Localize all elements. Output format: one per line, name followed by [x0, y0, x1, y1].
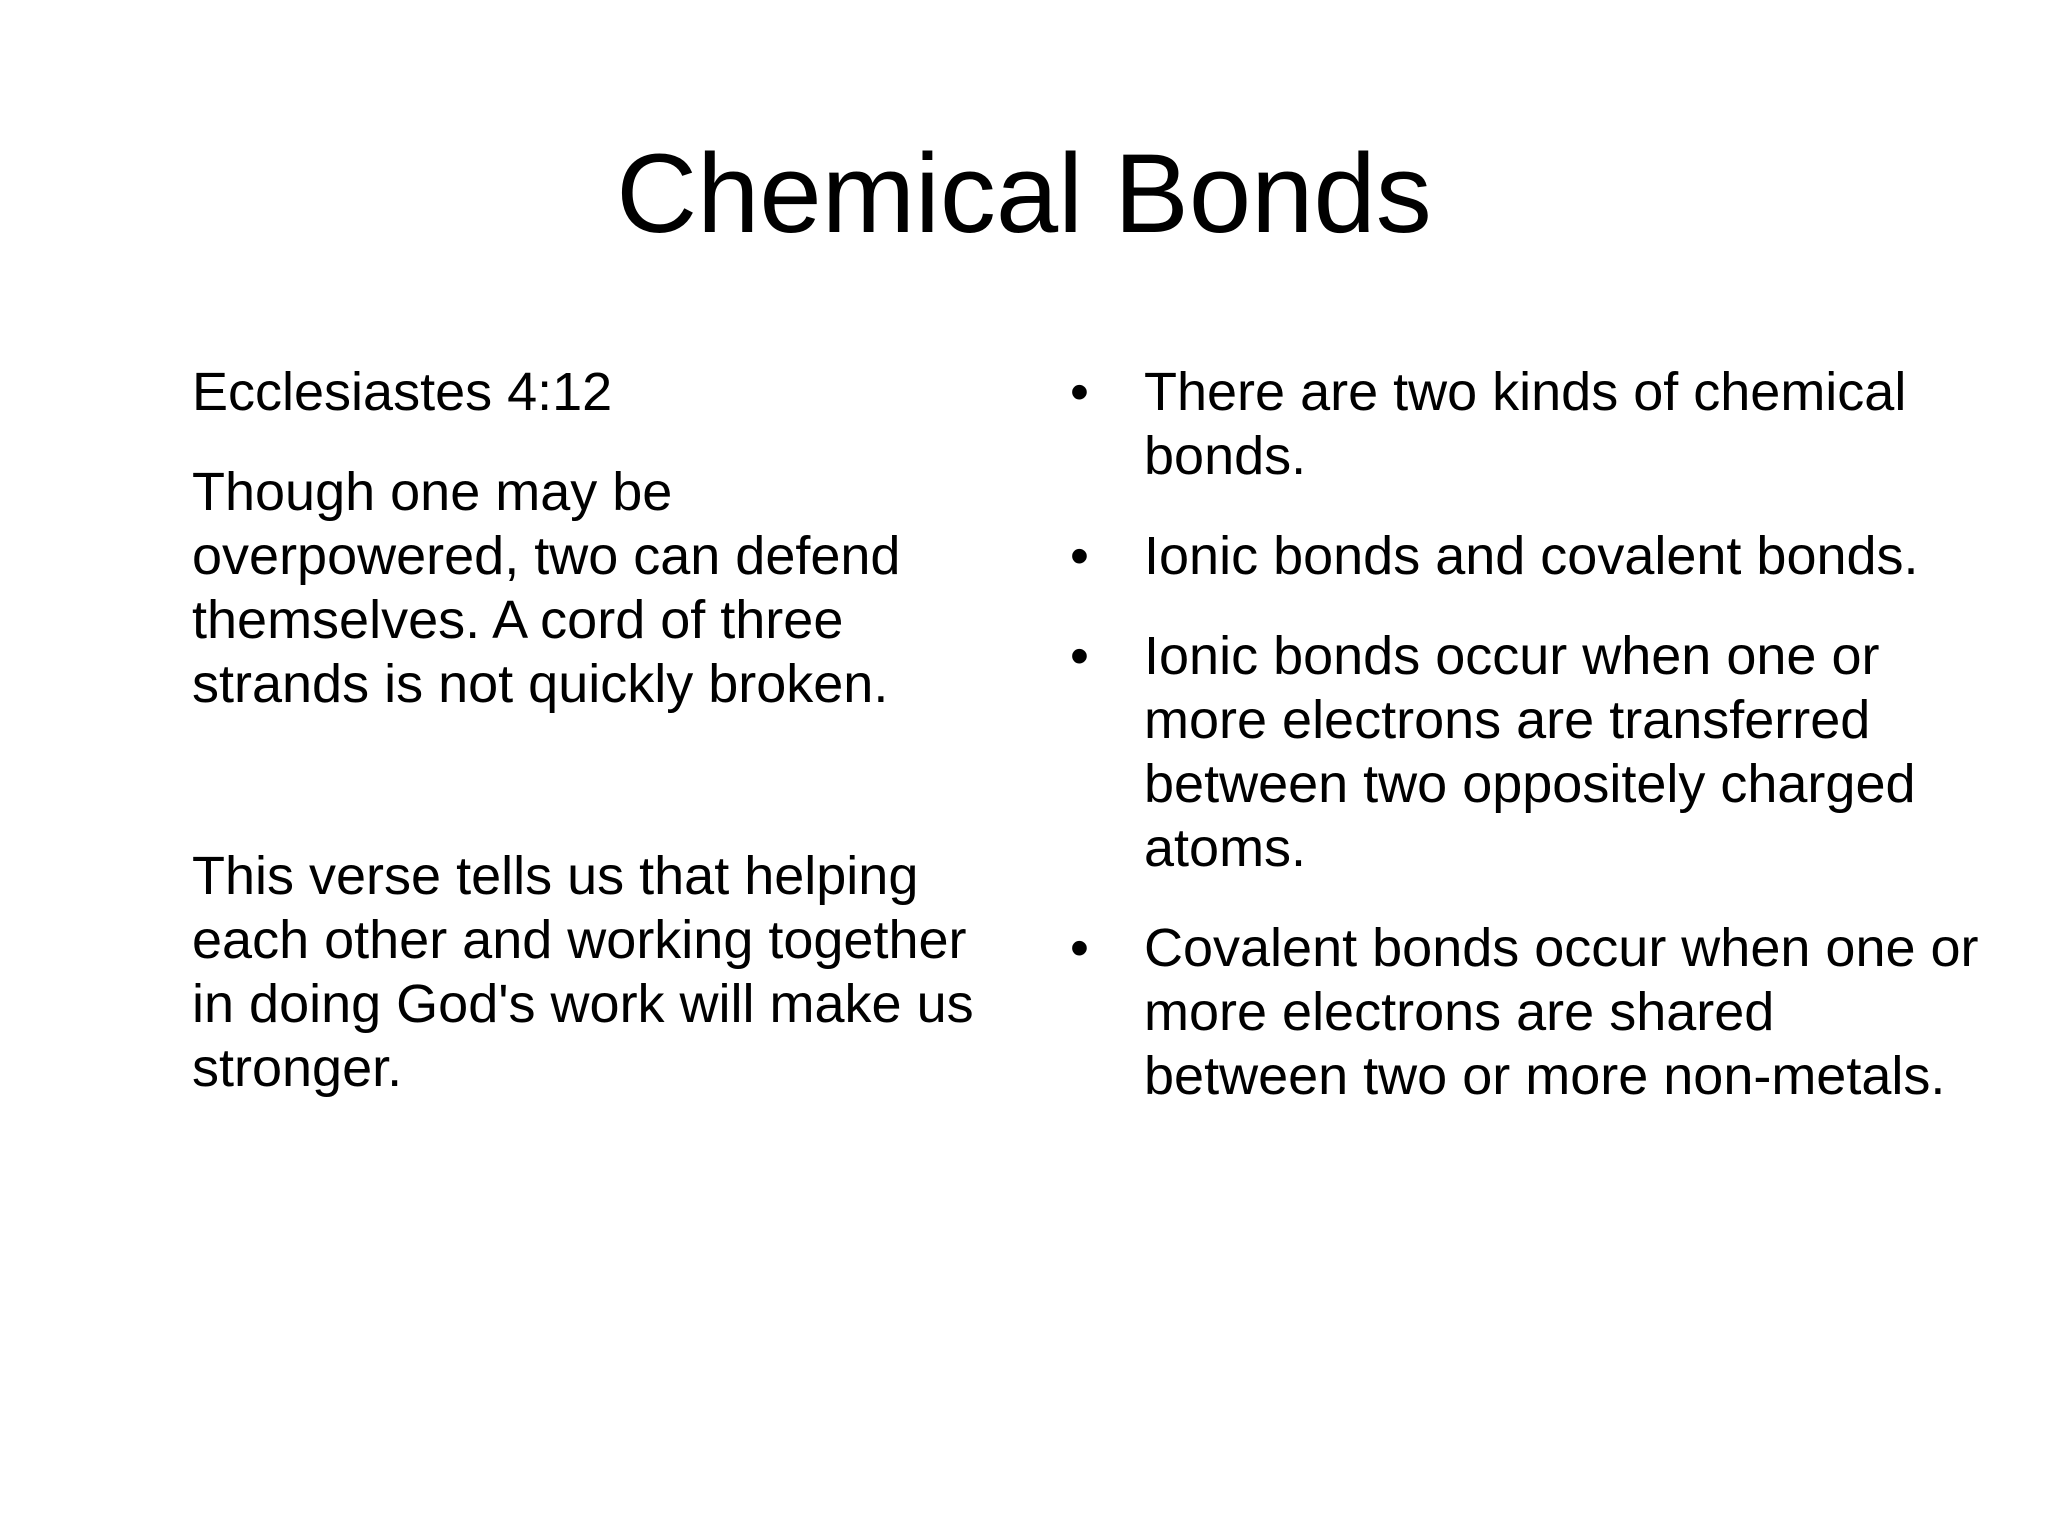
bullet-text: Ionic bonds occur when one or more electrons are transferred between two oppositely charged atoms.	[1144, 626, 1916, 878]
verse-lesson: This verse tells us that helping each other and working together in doing God's work will make us stronger.	[192, 846, 974, 1098]
bullet-item	[1070, 360, 1990, 488]
bullet-icon: •	[1070, 362, 1089, 422]
bullet-list	[1070, 360, 1990, 1108]
bullet-text: Ionic bonds and covalent bonds.	[1144, 526, 1919, 586]
bullet-item	[1070, 624, 1990, 880]
bullet-text: There are two kinds of chemical bonds.	[1144, 362, 1907, 486]
scripture-verse: Though one may be overpowered, two can defend themselves. A cord of three strands is not quickly broken.	[192, 462, 901, 714]
scripture-reference: Ecclesiastes 4:12	[192, 362, 613, 422]
bullet-icon: •	[1070, 526, 1089, 586]
slide-title: Chemical Bonds	[616, 131, 1432, 256]
bullet-item	[1070, 916, 1990, 1108]
bullet-icon: •	[1070, 918, 1089, 978]
spacer	[192, 716, 1012, 844]
bullet-item	[1070, 524, 1990, 588]
bullet-text: Covalent bonds occur when one or more electrons are shared between two or more non-metals.	[1144, 918, 1979, 1106]
left-column	[192, 360, 1012, 1100]
right-column	[1070, 360, 1990, 1144]
bullet-icon: •	[1070, 626, 1089, 686]
